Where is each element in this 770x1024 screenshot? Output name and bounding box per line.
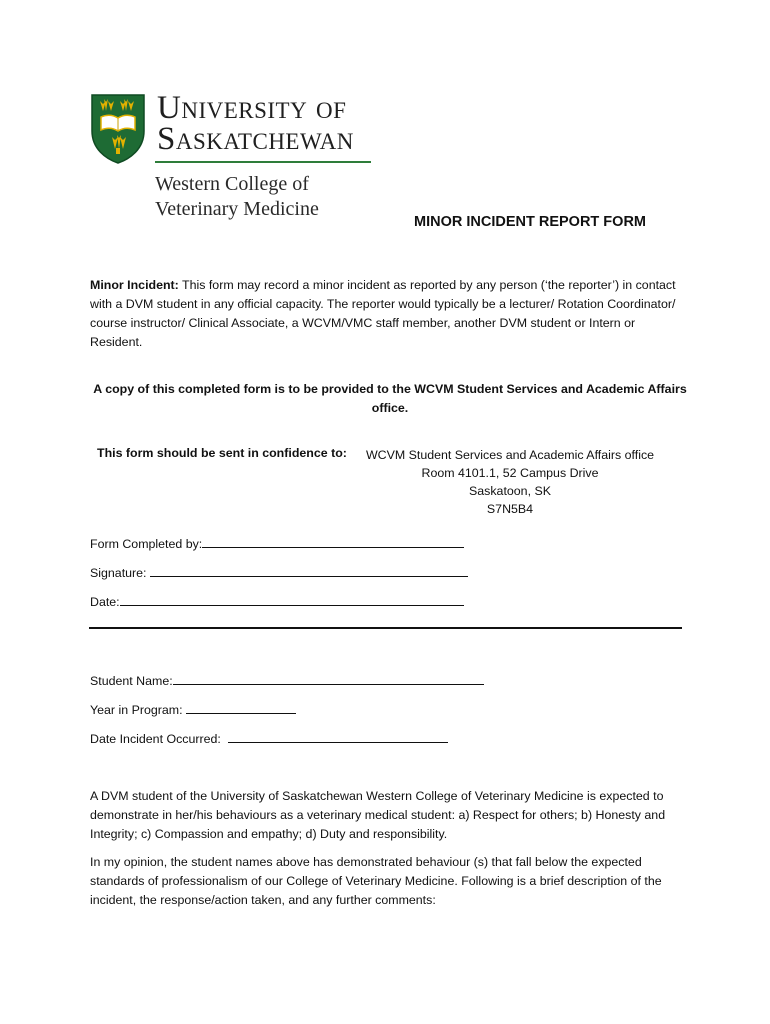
student-name-label: Student Name: [90, 674, 173, 688]
intro-text: This form may record a minor incident as reported by any person (‘the reporter’) in contact with a DVM student in any official capacity. The reporter would typically be a lecturer/ Rotation Coordinator/ course instructor/ Clinical Associate, a WCVM/VMC staff member, another DVM student or Intern or Resident. [90, 278, 676, 349]
logo-divider [155, 161, 371, 163]
intro-paragraph [90, 276, 690, 352]
year-in-program-label: Year in Program: [90, 703, 183, 717]
copy-notice: A copy of this completed form is to be provided to the WCVM Student Services and Academic Affairs office. [93, 382, 687, 415]
crest-shield-icon [90, 93, 146, 165]
intro-label: Minor Incident: [90, 278, 179, 292]
university-name-line2: Saskatchewan [157, 121, 354, 157]
form-title: MINOR INCIDENT REPORT FORM [414, 214, 646, 230]
form-completed-by-input[interactable] [202, 534, 464, 548]
college-name-line1: Western College of [155, 173, 309, 195]
send-to-address [355, 446, 665, 518]
expectations-paragraph: A DVM student of the University of Saskatchewan Western College of Veterinary Medicine is expected to demonstrate in her/his behaviours as a veterinary medical student: a) Respect for others; b) Honesty and Integrity; c) Compassion and empathy; d) Duty and responsibility. [90, 789, 666, 841]
year-in-program-input[interactable] [186, 700, 296, 714]
signature-field [90, 563, 468, 582]
date-occurred-label: Date Incident Occurred: [90, 732, 221, 746]
section-divider [89, 627, 682, 629]
date-occurred-field [90, 729, 448, 748]
student-name-field [90, 671, 484, 690]
date-field [90, 592, 464, 611]
date-input[interactable] [120, 592, 464, 606]
college-name-line2: Veterinary Medicine [155, 198, 319, 220]
opinion-paragraph: In my opinion, the student names above has demonstrated behaviour (s) that fall below the expected standards of professionalism of our College of Veterinary Medicine. Following is a brief description of the incident, the response/action taken, and any further comments: [90, 855, 662, 907]
form-completed-by-field [90, 534, 464, 553]
send-to-label: This form should be sent in confidence to: [97, 446, 347, 460]
form-completed-by-label: Form Completed by: [90, 537, 203, 551]
university-crest-logo [90, 93, 146, 165]
signature-label: Signature: [90, 566, 147, 580]
student-name-input[interactable] [173, 671, 484, 685]
address-line: S7N5B4 [486, 502, 534, 516]
date-occurred-input[interactable] [228, 729, 448, 743]
university-name [157, 90, 377, 157]
address-line: WCVM Student Services and Academic Affairs office [365, 448, 655, 462]
university-name-line1: University of [157, 90, 347, 126]
signature-input[interactable] [150, 563, 468, 577]
year-in-program-field [90, 700, 296, 719]
date-label: Date: [90, 595, 120, 609]
address-line: Saskatoon, SK [469, 484, 551, 498]
address-line: Room 4101.1, 52 Campus Drive [421, 466, 599, 480]
college-name [155, 172, 375, 222]
